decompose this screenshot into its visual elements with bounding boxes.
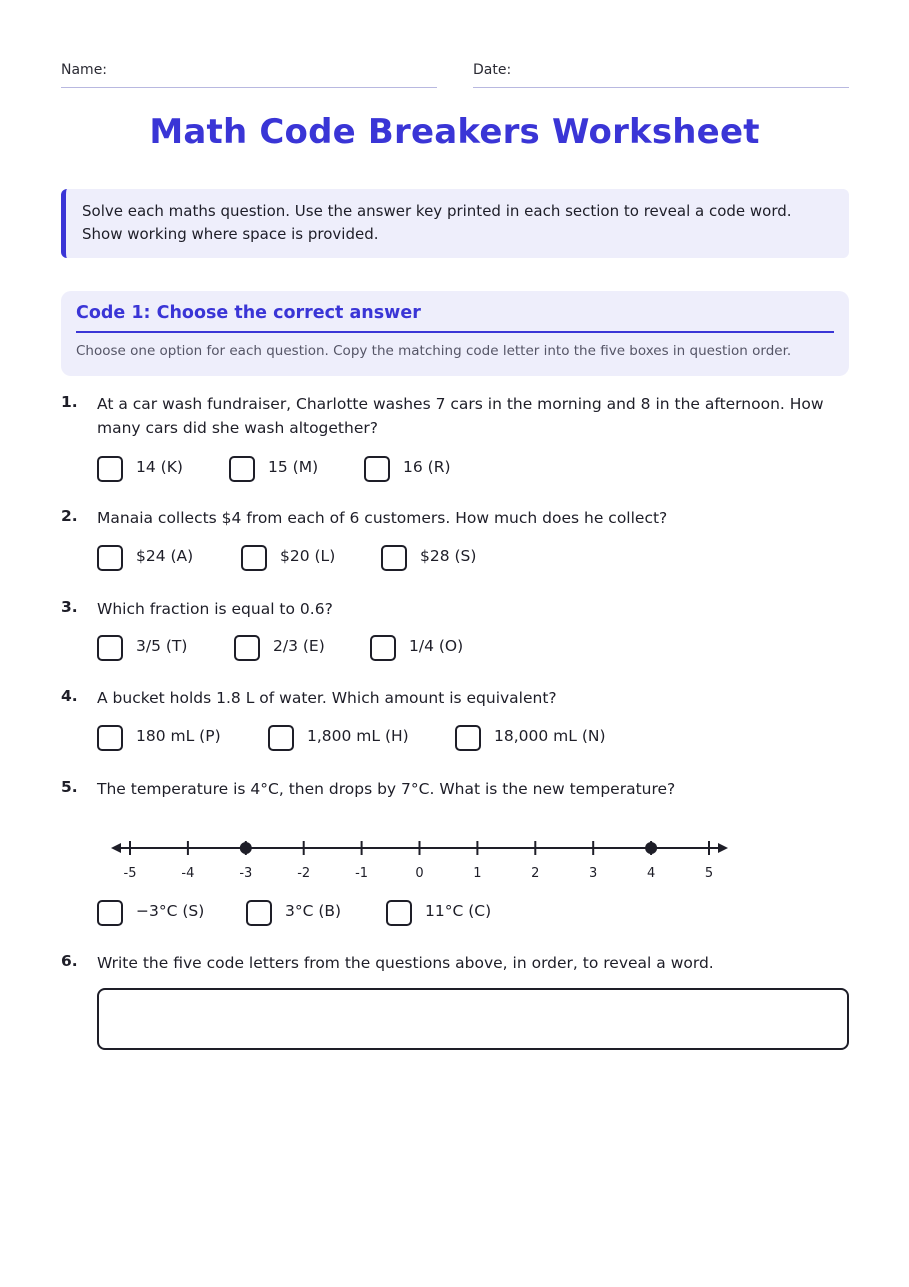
question-3-number: 3. — [61, 598, 78, 616]
section-title: Code 1: Choose the correct answer — [76, 303, 834, 333]
checkbox[interactable] — [229, 456, 255, 482]
checkbox[interactable] — [386, 900, 412, 926]
question-1-text: At a car wash fundraiser, Charlotte washes 7 cars in the morning and 8 in the afternoon. How many cars did she wash altogether? — [97, 395, 824, 437]
number-line-point — [240, 842, 252, 854]
number-line-left-arrow — [111, 843, 121, 853]
question-2-number: 2. — [61, 507, 78, 525]
checkbox[interactable] — [241, 545, 267, 571]
checkbox[interactable] — [97, 635, 123, 661]
worksheet-title: Math Code Breakers Worksheet — [149, 112, 760, 152]
option-label: 1/4 (O) — [409, 637, 464, 655]
number-line-tick-label: -4 — [181, 866, 195, 881]
instructions-box: Solve each maths question. Use the answer key printed in each section to reveal a code word. Show working where space is provided. — [61, 189, 849, 258]
question-2-option-c[interactable] — [381, 545, 501, 571]
question-5-text: The temperature is 4°C, then drops by 7°C. What is the new temperature? — [97, 780, 676, 798]
question-5-number: 5. — [61, 778, 78, 796]
option-label: $20 (L) — [280, 547, 336, 565]
checkbox[interactable] — [455, 725, 481, 751]
question-6-number: 6. — [61, 952, 78, 970]
option-label: 16 (R) — [403, 458, 451, 476]
number-line-tick-label: 0 — [415, 866, 424, 881]
option-label: 2/3 (E) — [273, 637, 325, 655]
question-3-text: Which fraction is equal to 0.6? — [97, 600, 333, 618]
number-line-tick-label: 5 — [704, 866, 714, 881]
question-4-number: 4. — [61, 687, 78, 705]
checkbox[interactable] — [97, 545, 123, 571]
option-label: 1,800 mL (H) — [307, 727, 409, 745]
number-line-tick-label: -5 — [123, 866, 137, 881]
question-4-option-a[interactable] — [97, 725, 247, 751]
number-line-right-arrow — [718, 843, 728, 853]
checkbox[interactable] — [268, 725, 294, 751]
number-line — [108, 828, 733, 884]
question-5-option-a[interactable] — [97, 900, 217, 926]
option-label: −3°C (S) — [136, 902, 205, 920]
question-1-option-b[interactable] — [229, 456, 339, 482]
option-label: 18,000 mL (N) — [494, 727, 606, 745]
header-fields — [61, 62, 849, 88]
option-label: $28 (S) — [420, 547, 477, 565]
name-label: Name: — [61, 62, 108, 78]
date-field[interactable] — [473, 62, 849, 88]
checkbox[interactable] — [246, 900, 272, 926]
question-5-option-b[interactable] — [246, 900, 366, 926]
question-4-option-c[interactable] — [455, 725, 635, 751]
number-line-tick-label: -2 — [297, 866, 311, 881]
checkbox[interactable] — [234, 635, 260, 661]
number-line-tick-label: -1 — [355, 866, 369, 881]
number-line-tick-label: -3 — [239, 866, 253, 881]
number-line-tick-label: 3 — [589, 866, 598, 881]
date-label: Date: — [473, 62, 512, 78]
question-1-number: 1. — [61, 393, 78, 411]
checkbox[interactable] — [97, 456, 123, 482]
question-2-text: Manaia collects $4 from each of 6 customers. How much does he collect? — [97, 509, 668, 527]
name-field[interactable] — [61, 62, 437, 88]
option-label: $24 (A) — [136, 547, 194, 565]
question-1-option-c[interactable] — [364, 456, 474, 482]
option-label: 11°C (C) — [425, 902, 492, 920]
question-3-option-b[interactable] — [234, 635, 349, 661]
number-line-point — [645, 842, 657, 854]
checkbox[interactable] — [364, 456, 390, 482]
question-5-option-c[interactable] — [386, 900, 506, 926]
question-1-option-a[interactable] — [97, 456, 207, 482]
checkbox[interactable] — [97, 725, 123, 751]
checkbox[interactable] — [370, 635, 396, 661]
question-2-option-b[interactable] — [241, 545, 361, 571]
section-note: Choose one option for each question. Copy the matching code letter into the five boxes in question order. — [76, 343, 792, 359]
question-4-option-b[interactable] — [268, 725, 428, 751]
code-word-answer-box[interactable] — [97, 988, 849, 1050]
question-3-option-a[interactable] — [97, 635, 212, 661]
option-label: 14 (K) — [136, 458, 183, 476]
option-label: 180 mL (P) — [136, 727, 221, 745]
question-4-text: A bucket holds 1.8 L of water. Which amount is equivalent? — [97, 689, 557, 707]
number-line-tick-label: 2 — [531, 866, 540, 881]
question-6-text: Write the five code letters from the questions above, in order, to reveal a word. — [97, 954, 714, 972]
number-line-tick-label: 4 — [646, 866, 656, 881]
checkbox[interactable] — [381, 545, 407, 571]
number-line-tick-label: 1 — [473, 866, 482, 881]
checkbox[interactable] — [97, 900, 123, 926]
option-label: 3°C (B) — [285, 902, 342, 920]
option-label: 15 (M) — [268, 458, 319, 476]
question-3-option-c[interactable] — [370, 635, 485, 661]
section-header — [61, 291, 849, 376]
question-2-option-a[interactable] — [97, 545, 217, 571]
option-label: 3/5 (T) — [136, 637, 188, 655]
